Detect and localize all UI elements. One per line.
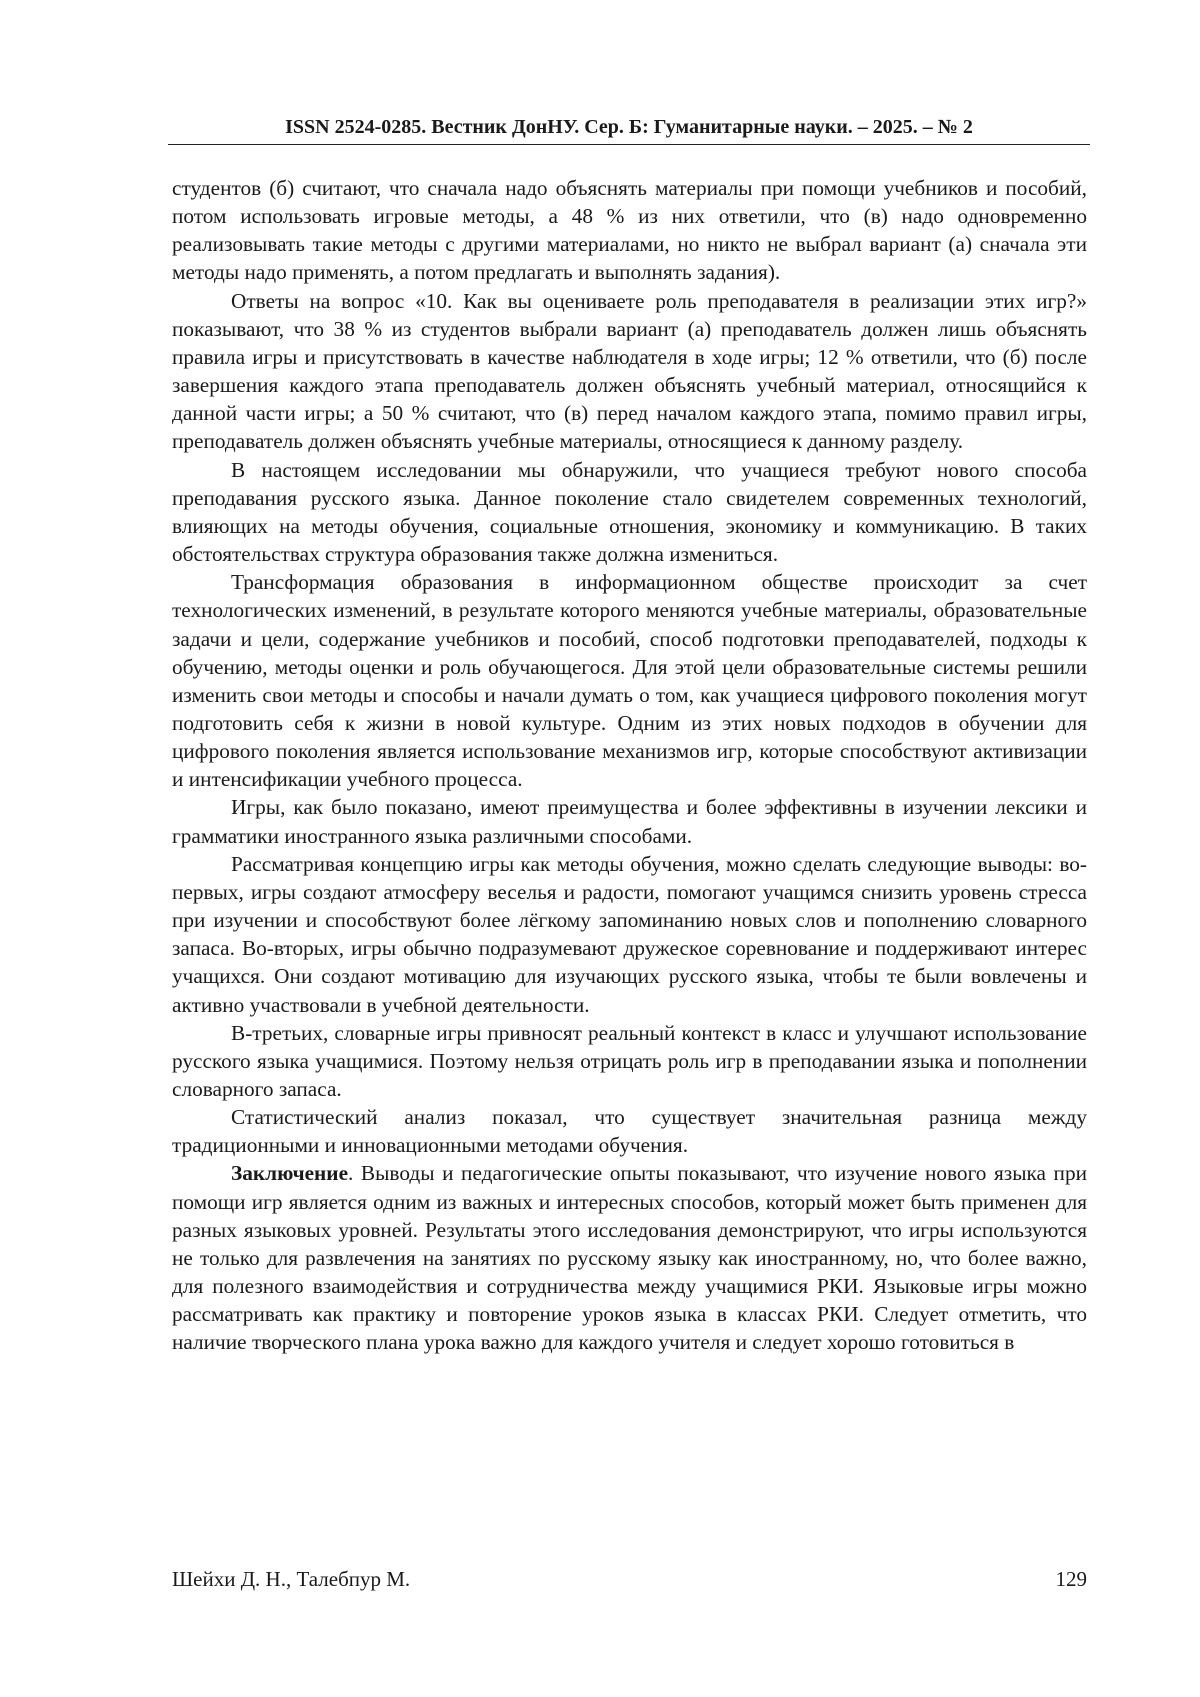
paragraph-education-transformation: Трансформация образования в информационном обществе происходит за счет технологических изменений, в результате которого меняются учебные материалы, образовательные задачи и цели, содержание учебников и пособий, способ подготовки преподавателей, подходы к обучению, методы оценки и роль обучающегося. Для этой цели образовательные системы решили изменить свои методы и способы и начали думать о том, как учащиеся цифрового поколения могут подготовить себя к жизни в новой культуре. Одним из этих новых подходов в обучении для цифрового поколения является использование механизмов игр, которые способствуют активизации и интенсификации учебного процесса.	[172, 570, 1087, 792]
footer-authors: Шейхи Д. Н., Талебпур М.	[172, 1567, 411, 1591]
paragraph-statistical-analysis: Статистический анализ показал, что существует значительная разница между традиционными и инновационными методами обучения.	[172, 1105, 1087, 1158]
running-header: ISSN 2524-0285. Вестник ДонНУ. Сер. Б: Гуманитарные науки. – 2025. – № 2	[168, 114, 1090, 145]
conclusion-heading: Заключение	[231, 1161, 349, 1186]
paragraph-thirdly: В-третьих, словарные игры привносят реальный контекст в класс и улучшают использование русского языка учащимися. Поэтому нельзя отрицать роль игр в преподавании языка и пополнении словарного запаса.	[172, 1020, 1087, 1101]
page-number: 129	[1055, 1567, 1087, 1591]
paragraph-games-advantages: Игры, как было показано, имеют преимущества и более эффективны в изучении лексики и грамматики иностранного языка различными способами.	[172, 795, 1087, 848]
paragraph-conclusion	[172, 1159, 1087, 1356]
article-body	[172, 174, 1087, 1357]
paragraph-continuation: студентов (б) считают, что сначала надо объяснять материалы при помощи учебников и пособий, потом использовать игровые методы, а 48 % из них ответили, что (в) надо одновременно реализовывать такие методы с другими материалами, но никто не выбрал вариант (а) сначала эти методы надо применять, а потом предлагать и выполнять задания).	[172, 176, 1087, 285]
paragraph-conclusions-list: Рассматривая концепцию игры как методы обучения, можно сделать следующие выводы: во-первых, игры создают атмосферу веселья и радости, помогают учащимся снизить уровень стресса при изучении и способствуют более лёгкому запоминанию новых слов и пополнению словарного запаса. Во-вторых, игры обычно подразумевают дружеское соревнование и поддерживают интерес учащихся. Они создают мотивацию для изучающих русского языка, чтобы те были вовлечены и активно участвовали в учебной деятельности.	[172, 851, 1087, 1017]
conclusion-text: . Выводы и педагогические опыты показывают, что изучение нового языка при помощи игр является одним из важных и интересных способов, который может быть применен для разных языковых уровней. Результаты этого исследования демонстрируют, что игры используются не только для развлечения на занятиях по русскому языку как иностранному, но, что более важно, для полезного взаимодействия и сотрудничества между учащимися РКИ. Языковые игры можно рассматривать как практику и повторение уроков языка в классах РКИ. Следует отметить, что наличие творческого плана урока важно для каждого учителя и следует хорошо готовиться в	[172, 1161, 1087, 1355]
paragraph-new-teaching-method: В настоящем исследовании мы обнаружили, что учащиеся требуют нового способа преподавания русского языка. Данное поколение стало свидетелем современных технологий, влияющих на методы обучения, социальные отношения, экономику и коммуникацию. В таких обстоятельствах структура образования также должна измениться.	[172, 457, 1087, 567]
paragraph-question-10-answers: Ответы на вопрос «10. Как вы оцениваете роль преподавателя в реализации этих игр?» показывают, что 38 % из студентов выбрали вариант (а) преподаватель должен лишь объяснять правила игры и присутствовать в качестве наблюдателя в ходе игры; 12 % ответили, что (б) после завершения каждого этапа преподаватель должен объяснять учебный материал, относящийся к данной части игры; а 50 % считают, что (в) перед началом каждого этапа, помимо правил игры, преподаватель должен объяснять учебные материалы, относящиеся к данному разделу.	[172, 288, 1087, 454]
